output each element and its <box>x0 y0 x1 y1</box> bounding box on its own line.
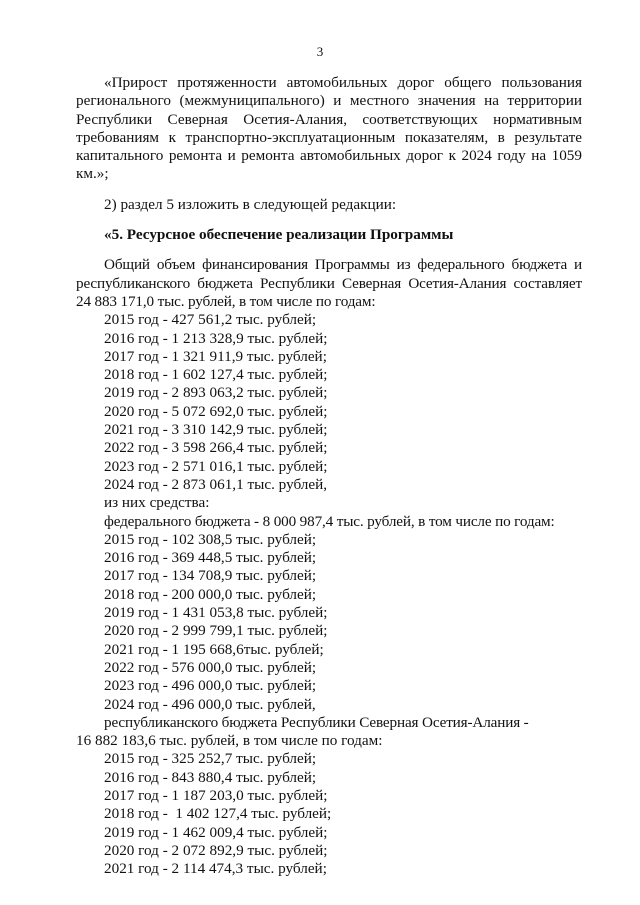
page-number: 3 <box>316 44 324 59</box>
list-item: 2015 год - 102 308,5 тыс. рублей; <box>104 530 317 548</box>
section-instruction: 2) раздел 5 изложить в следующей редакции: <box>104 195 397 213</box>
list-item: 2021 год - 1 195 668,6тыс. рублей; <box>104 640 324 658</box>
list-item: 2021 год - 2 114 474,3 тыс. рублей; <box>104 860 327 878</box>
list-item: 2019 год - 1 462 009,4 тыс. рублей; <box>104 823 328 841</box>
list-item: 2018 год - 200 000,0 тыс. рублей; <box>104 585 317 603</box>
list-item: 2022 год - 3 598 266,4 тыс. рублей; <box>104 439 328 457</box>
section-heading: «5. Ресурсное обеспечение реализации Программы <box>104 226 454 244</box>
total-by-year-list <box>76 311 582 494</box>
list-item: 2021 год - 3 310 142,9 тыс. рублей; <box>104 421 328 439</box>
list-item: 2024 год - 496 000,0 тыс. рублей, <box>104 695 316 713</box>
list-item: 2016 год - 843 880,4 тыс. рублей; <box>104 768 317 786</box>
list-item: 2016 год - 1 213 328,9 тыс. рублей; <box>104 329 328 347</box>
list-item: 2019 год - 2 893 063,2 тыс. рублей; <box>104 384 328 402</box>
document-body <box>76 74 582 878</box>
list-item: 2024 год - 2 873 061,1 тыс. рублей, <box>104 475 328 493</box>
republic-budget-total: 16 882 183,6 тыс. рублей, в том числе по годам: <box>76 732 383 750</box>
republic-by-year-list <box>76 750 582 878</box>
federal-by-year-list <box>76 531 582 714</box>
list-item: 2018 год - 1 402 127,4 тыс. рублей; <box>104 805 332 823</box>
list-item: 2018 год - 1 602 127,4 тыс. рублей; <box>104 366 328 384</box>
list-item: 2020 год - 2 999 799,1 тыс. рублей; <box>104 622 328 640</box>
list-item: 2023 год - 496 000,0 тыс. рублей; <box>104 677 317 695</box>
list-item: 2020 год - 5 072 692,0 тыс. рублей; <box>104 402 328 420</box>
list-item: 2017 год - 134 708,9 тыс. рублей; <box>104 567 317 585</box>
total-financing-intro: Общий объем финансирования Программы из федерального бюджета и республиканского бюджета Республики Северная Осетия-Алания составляет 24 883 171,0 тыс. рублей, в том числе по годам: <box>76 256 582 310</box>
list-item: 2022 год - 576 000,0 тыс. рублей; <box>104 658 317 676</box>
federal-budget-intro: федерального бюджета - 8 000 987,4 тыс. рублей, в том числе по годам: <box>104 512 555 530</box>
of-which-label: из них средства: <box>104 494 210 512</box>
quote-paragraph: «Прирост протяженности автомобильных дорог общего пользования регионального (межмуниципального) и местного значения на территории Республики Северная Осетия-Алания, соответствующих нормативным требованиям к транспортно-эксплуатационным показателям, в результате капитального ремонта и ремонта автомобильных дорог к 2024 году на 1059 км.»; <box>76 74 582 183</box>
list-item: 2015 год - 325 252,7 тыс. рублей; <box>104 750 317 768</box>
list-item: 2023 год - 2 571 016,1 тыс. рублей; <box>104 457 328 475</box>
list-item: 2017 год - 1 321 911,9 тыс. рублей; <box>104 347 327 365</box>
list-item: 2017 год - 1 187 203,0 тыс. рублей; <box>104 786 328 804</box>
republic-budget-intro: республиканского бюджета Республики Северная Осетия-Алания - <box>104 713 529 731</box>
list-item: 2015 год - 427 561,2 тыс. рублей; <box>104 311 317 329</box>
list-item: 2020 год - 2 072 892,9 тыс. рублей; <box>104 841 328 859</box>
list-item: 2019 год - 1 431 053,8 тыс. рублей; <box>104 604 328 622</box>
list-item: 2016 год - 369 448,5 тыс. рублей; <box>104 549 317 567</box>
